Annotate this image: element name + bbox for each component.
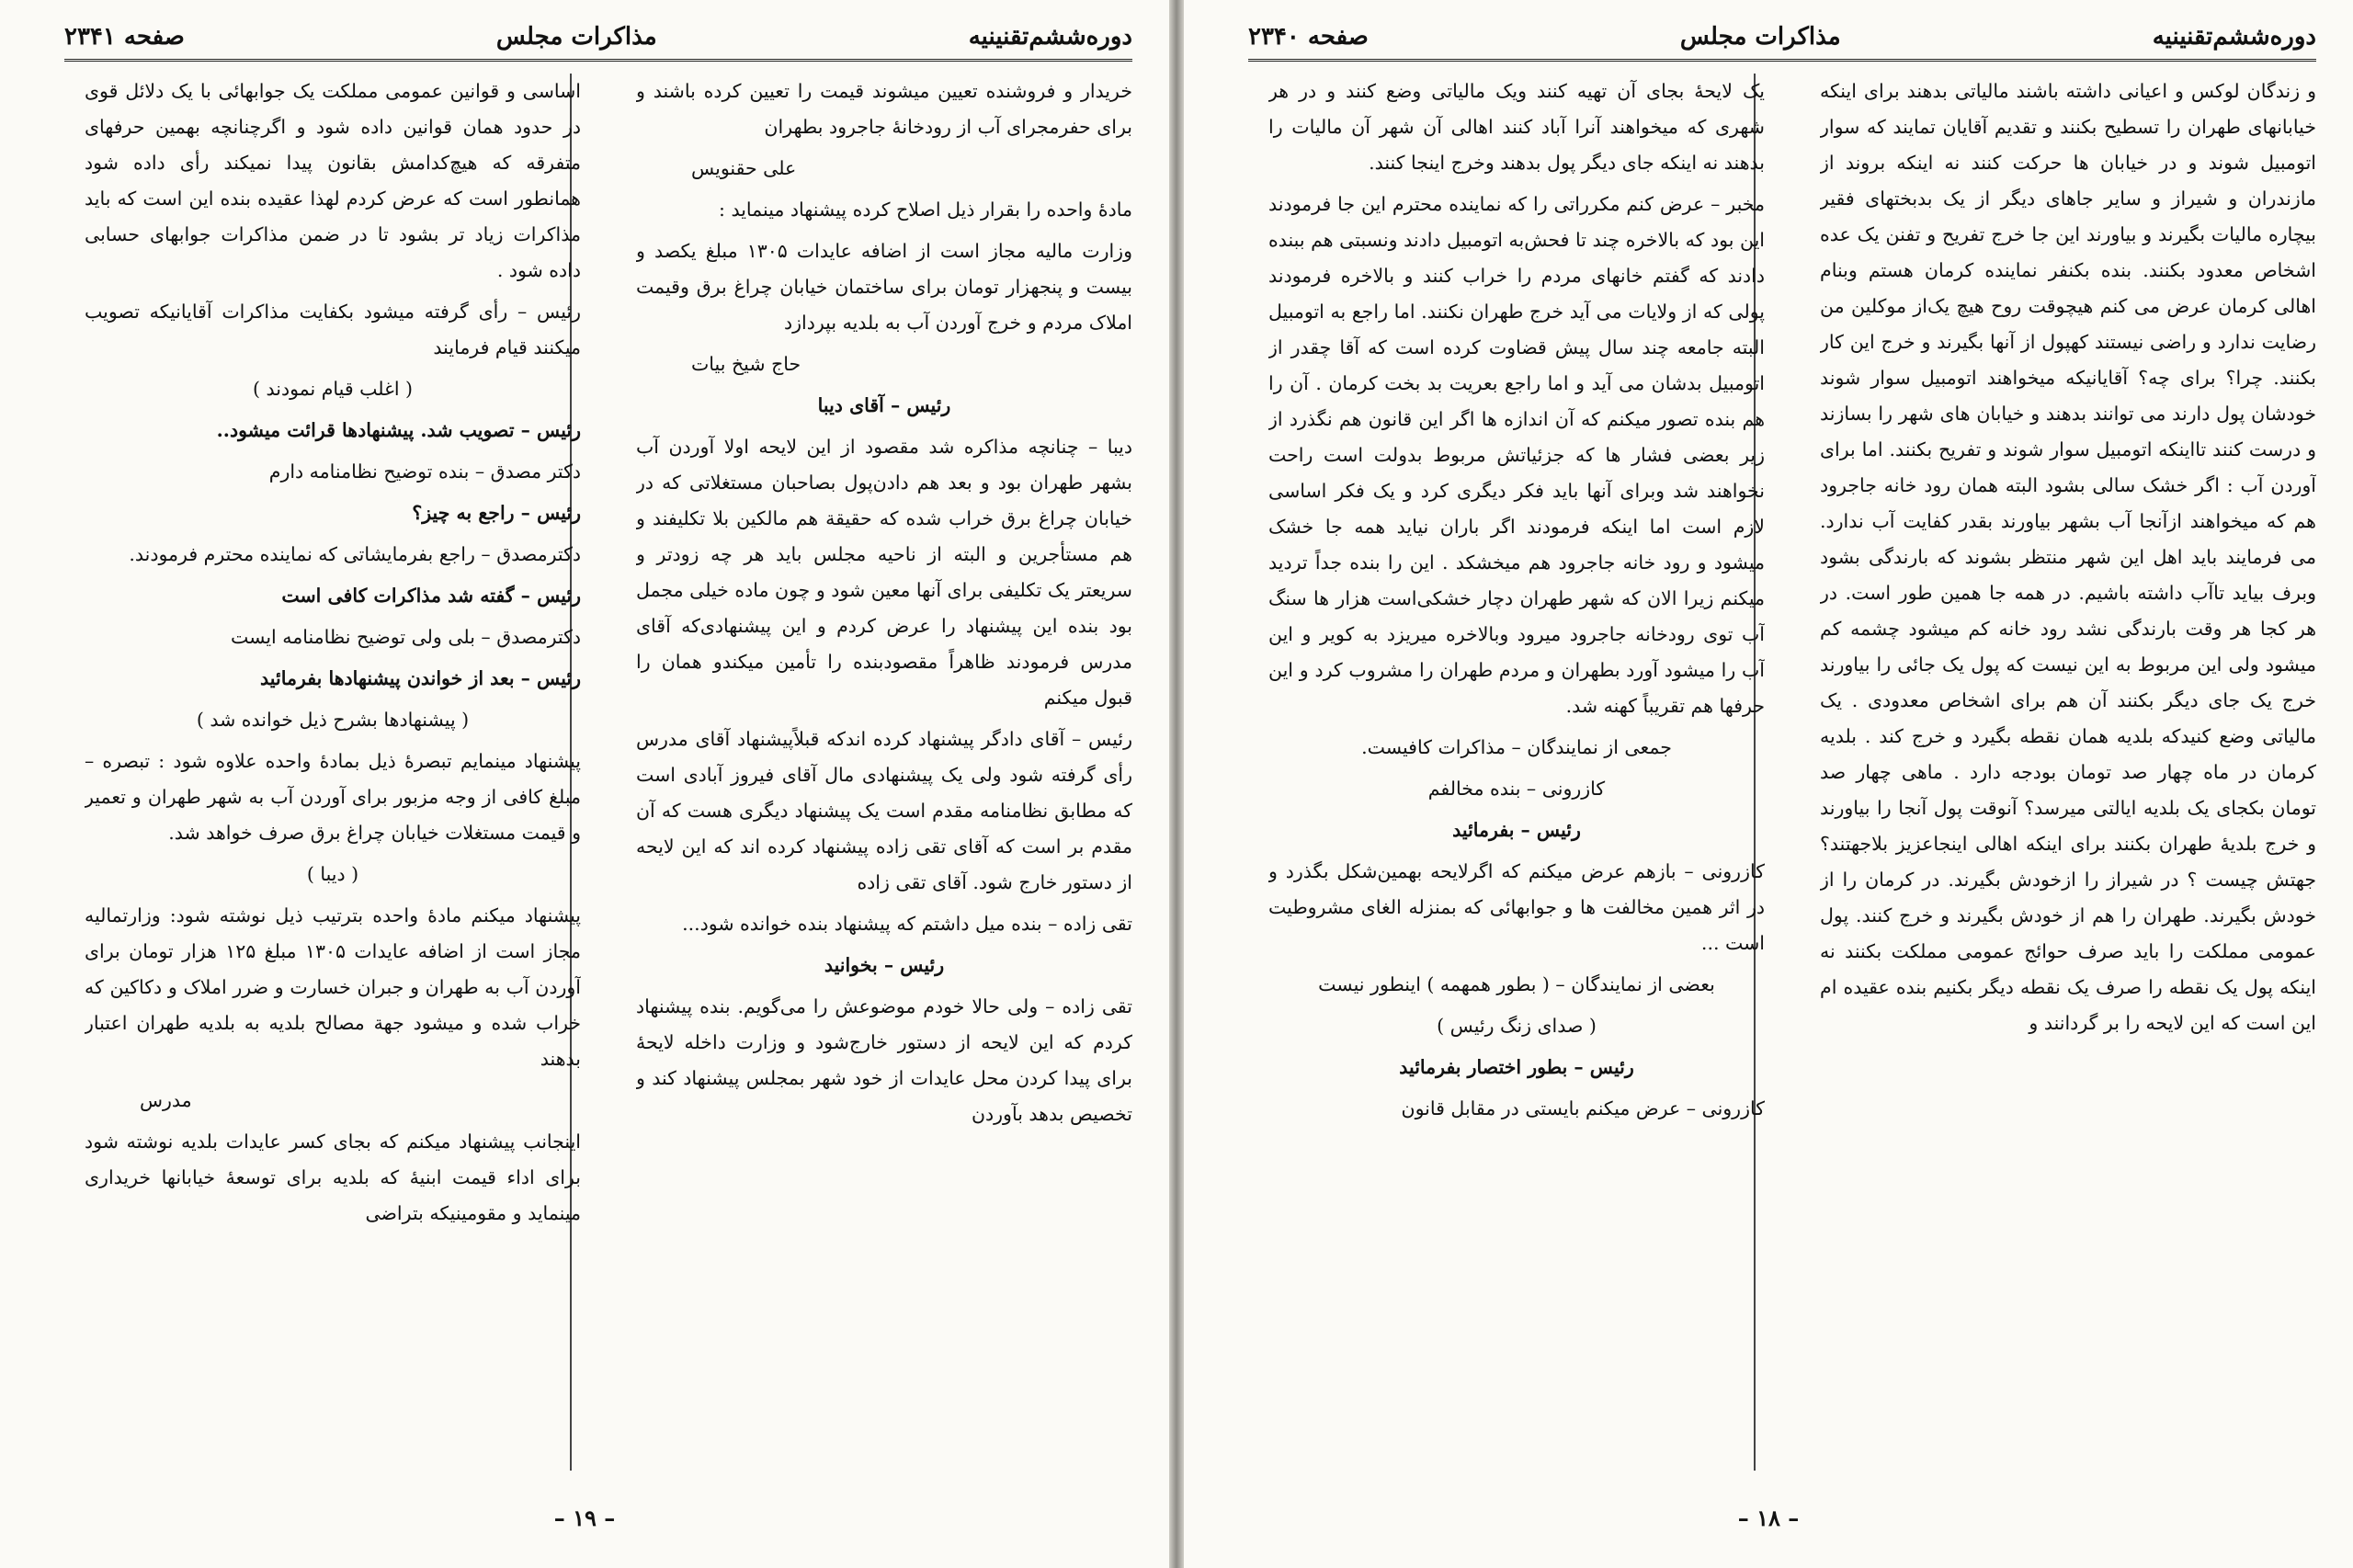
paragraph: رئیس – راجع به چیز؟	[412, 502, 581, 524]
paragraph: رئیس – بفرمائید	[1452, 819, 1581, 841]
paragraph: رئیس – رأی گرفته میشود بکفایت مذاکرات آقایانیکه تصویب میکنند قیام فرمایند	[85, 301, 581, 358]
paragraph: اینجانب پیشنهاد میکنم که بجای کسر عایدات بلدیه نوشته شود برای اداء قیمت ابنیهٔ که بلدیه برای توسعهٔ خیابانها خریداری مینماید و مقومینیکه بتراضی	[85, 1131, 581, 1224]
left-header-rule	[64, 59, 1132, 62]
paragraph: رئیس – گفته شد مذاکرات کافی است	[281, 585, 581, 607]
right-page-column-right	[1820, 74, 2316, 1471]
paragraph: وزارت مالیه مجاز است از اضافه عایدات ۱۳۰۵ مبلغ یکصد و بیست و پنجهزار تومان برای ساختمان خیابان چراغ برق وقیمت املاک مردم و خرج آوردن آب به بلدیه بپردازد	[636, 240, 1132, 334]
paragraph: تقی زاده – ولی حالا خودم موضوعش را می‌گویم. بنده پیشنهاد کردم که این لایحه از دستور خارج‌شود و وزارت داخله لایحهٔ برای پیدا کردن محل عایدات از خود شهر بمجلس پیشنهاد کند و تخصیص بدهد بآوردن	[636, 995, 1132, 1125]
right-session-label: دوره‌ششم‌تقنینیه	[2152, 23, 2316, 51]
paragraph: پیشنهاد میکنم مادهٔ واحده بترتیب ذیل نوشته شود: وزارتمالیه مجاز است از اضافه عایدات ۱۳۰۵ مبلغ ۱۲۵ هزار تومان برای آوردن آب به طهران و جبران خسارت و ضرر املاک و دکاکین که خراب شده و میشود جهة مصالح بلدیه به بلدیه طهران اعتبار بدهند	[85, 904, 581, 1070]
paragraph: مدرس	[140, 1089, 192, 1111]
paragraph: تقی زاده – بنده میل داشتم که پیشنهاد بنده خوانده شود...	[682, 913, 1132, 935]
left-page-footer-number: – ۱۹ –	[553, 1505, 616, 1531]
paragraph: کازرونی – بازهم عرض میکنم که اگرلایحه بهمین‌شکل بگذرد و در اثر همین مخالفت ها و جوابهائی که بمنزله الغای مشروطیت است ...	[1268, 860, 1765, 954]
paragraph: کازرونی – بنده مخالفم	[1427, 778, 1606, 800]
left-page-column-right	[636, 74, 1132, 1471]
paragraph: ( پیشنهادها بشرح ذیل خوانده شد )	[196, 709, 470, 731]
paragraph: رئیس – تصویب شد. پیشنهادها قرائت میشود..	[216, 419, 581, 441]
paragraph: رئیس – بخوانید	[824, 954, 945, 976]
paragraph: رئیس – آقای دیبا	[817, 394, 951, 416]
paragraph: پیشنهاد مینمایم تبصرهٔ ذیل بمادهٔ واحده علاوه شود : تبصره – مبلغ کافی از وجه مزبور برای آوردن آب به شهر طهران و تعمیر و قیمت مستغلات خیابان چراغ برق صرف خواهد شد.	[85, 750, 581, 844]
paragraph: خریدار و فروشنده تعیین میشوند قیمت را تعیین کرده باشند و برای حفرمجرای آب از رودخانهٔ جاجرود بطهران	[636, 80, 1132, 138]
paragraph: جمعی از نمایندگان – مذاکرات کافیست.	[1361, 736, 1672, 758]
left-page-number: صفحه ۲۳۴۱	[64, 23, 185, 51]
right-page-footer-number: – ۱۸ –	[1737, 1505, 1800, 1531]
right-page-column-left	[1268, 74, 1765, 1471]
left-page-title: مذاکرات مجلس	[495, 23, 657, 51]
right-header-rule	[1248, 59, 2316, 62]
paragraph: ( دیبا )	[306, 863, 359, 885]
right-page-header	[1248, 20, 2316, 53]
paragraph: دکتر مصدق – بنده توضیح نظامنامه دارم	[268, 460, 581, 483]
book-gutter	[1169, 0, 1184, 1568]
paragraph: دکترمصدق – بلی ولی توضیح نظامنامه ایست	[230, 626, 581, 648]
paragraph: رئیس – آقای دادگر پیشنهاد کرده اندکه قبلاًپیشنهاد آقای مدرس رأی گرفته شود ولی یک پیشنهادی مال آقای فیروز آبادی است که مطابق نظامنامه مقدم است یک پیشنهاد دیگری هست که آن مقدم بر است که آقای تقی زاده پیشنهاد کرده اند که این لایحه از دستور خارج شود. آقای تقی زاده	[636, 728, 1132, 893]
paragraph: اساسی و قوانین عمومی مملکت یک جوابهائی با یک دلائل قوی در حدود همان قوانین داده شود و اگرچنانچه بهمین حرفهای متفرقه که هیچ‌کدامش بقانون پیدا نمیکند رأی داده شود همانطور است که عرض کردم لهذا عقیده بنده این است که باید مذاکرات زیاد تر بشود تا در ضمن مذاکرات جوابهای حسابی داده شود .	[85, 80, 581, 281]
paragraph: دکترمصدق – راجع بفرمایشاتی که نماینده محترم فرمودند.	[129, 543, 581, 565]
paragraph: بعضی از نمایندگان – ( بطور همهمه ) اینطور نیست	[1318, 973, 1715, 995]
right-page-number: صفحه ۲۳۴۰	[1248, 23, 1369, 51]
right-page-title: مذاکرات مجلس	[1679, 23, 1841, 51]
paragraph: رئیس – بعد از خواندن پیشنهادها بفرمائید	[260, 667, 581, 689]
paragraph: کازرونی – عرض میکنم بایستی در مقابل قانون	[1401, 1097, 1765, 1119]
left-page-header	[64, 20, 1132, 53]
left-session-label: دوره‌ششم‌تقنینیه	[968, 23, 1132, 51]
paragraph: ( صدای زنگ رئیس )	[1437, 1015, 1597, 1037]
left-page-column-left	[85, 74, 581, 1471]
left-page	[0, 0, 1169, 1568]
paragraph: مخبر – عرض کنم مکرراتی را که نماینده محترم این جا فرمودند این بود که بالاخره چند تا فحش‌به اتومبیل دادند ونسبتی هم ببنده دادند که گفتم خانهای مردم را خراب کنند و بالاخره فرمودند پولی که از ولایات می آید خرج طهران نکنند. اما راجع به اتومبیل البته جامعه چند سال پیش قضاوت کرده است که آقا چقدر از اتومبیل بدشان می آید و اما راجع بعریت بد بخت کرمان . آن را هم بنده تصور میکنم که آن اندازه ها اگر این قانون هم نگذرد از زیر بعضی فشار ها که جزئیاتش مربوط بدولت است راحت نخواهند شد وبرای آنها باید فکر دیگری کرد و یک فکر اساسی لازم است اما اینکه فرمودند اگر باران نیاید همه جا خشک میشود و رود خانه جاجرود هم میخشکد . این را بنده جداً تردید میکنم زیرا الان که شهر طهران دچار خشکی‌است هزار ها سنگ آب توی رودخانه جاجرود میرود وبالاخره میریزد به کویر و این آب را میشود آورد بطهران و مردم طهران را مشروب کرد و این حرفها هم تقریباً کهنه شد.	[1268, 193, 1765, 717]
right-page	[1184, 0, 2353, 1568]
paragraph: دیبا – چنانچه مذاکره شد مقصود از این لایحه اولا آوردن آب بشهر طهران بود و بعد هم دادن‌پول بصاحبان مستغلاتی که در خیابان چراغ برق خراب شده که حقیقة هم مالکین بلا تکلیفند و هم مستأجرین و البته از ناحیه مجلس باید هر چه زودتر و سریعتر یک تکلیفی برای آنها معین شود و چون ماده خیلی مجمل بود بنده این پیشنهاد را عرض کردم و این پیشنهادی‌که آقای مدرس فرمودند ظاهراً مقصودبنده را تأمین میکندو همان را قبول میکنم	[636, 436, 1132, 709]
paragraph: و زندگان لوکس و اعیانی داشته باشند مالیاتی بدهند برای اینکه خیابانهای طهران را تسطیح بکنند و تقدیم آقایان تمایند که سوار اتومبیل شوند و در خیابان ها حرکت کنند نه اینکه بروند از مازندران و شیراز و سایر جاهای دیگر از یک بدبختهای فقیر بیچاره مالیات بگیرند و بیاورند این جا خرج تفریح و تفنن یک عده اشخاص معدود بکنند. بنده بکنفر نماینده کرمان هستم وبنام اهالی کرمان عرض می کنم هیچوقت روح هیچ یک‌از موکلین من رضایت ندارد و راضی نیستند کهپول از آنها بگیرند و خرج این کار بکنند. چرا؟ برای چه؟ آقایانیکه میخواهند اتومبیل سوار شوند خودشان پول دارند می توانند بدهند و خیابان های شهر را بسازند و درست کنند تااینکه اتومبیل سوار شوند و تفریح بکنند. اما برای آوردن آب : اگر خشک سالی بشود البته همان رود خانه جاجرود هم که میخواهند ازآنجا آب بشهر بیاورند بقدر کفایت آب ندارد. می فرمایند باید اهل این شهر منتظر بشوند که بارندگی بشود وبرف بیاید تاآب داشته باشیم. در همه جا همین طور است. در هر کجا هر وقت بارندگی نشد رود خانه کم میشود چشمه کم میشود ولی این مربوط به این نیست که پول یک جائی را بیاورند خرج یک جای دیگر بکنند آن هم برای اشخاص معدودی . یک مالیاتی وضع کنیدکه بلدیه همان نقطه بگیرد و خرج کند . بلدیه کرمان در ماه چهار صد تومان بودجه دارد . ماهی چهار صد تومان بکجای یک بلدیه ایالتی میرسد؟ آنوقت پول آنجا را بیاورند و خرج بلدیهٔ طهران بکنند برای اینکه اهالی اینجاعزیز بلاجهتند؟ جهتش چیست ؟ در شیراز را ازخودش بگیرند. در کرمان را از خودش بگیرند. طهران را هم از خودش بگیرند و خرج کنند. پول عمومی مملکت را باید صرف حوائج عمومی مملکت بکنند نه اینکه پول یک نقطه را صرف یک نقطه دیگر بکنیم بنده عقیده ام این است که این لایحه را بر گردانند و	[1820, 80, 2316, 1034]
paragraph: مادهٔ واحده را بقرار ذیل اصلاح کرده پیشنهاد مینماید :	[719, 199, 1132, 221]
paragraph: یک لایحهٔ بجای آن تهیه کنند ویک مالیاتی وضع کنند و در هر شهری که میخواهند آنرا آباد کنند اهالی آن شهر آن مالیات را بدهند نه اینکه جای دیگر پول بدهند وخرج اینجا کنند.	[1268, 80, 1765, 174]
paragraph: ( اغلب قیام نمودند )	[252, 378, 414, 400]
paragraph: علی حقنویس	[691, 157, 797, 179]
paragraph: رئیس – بطور اختصار بفرمائید	[1399, 1056, 1634, 1078]
paragraph: حاج شیخ بیات	[691, 353, 801, 375]
